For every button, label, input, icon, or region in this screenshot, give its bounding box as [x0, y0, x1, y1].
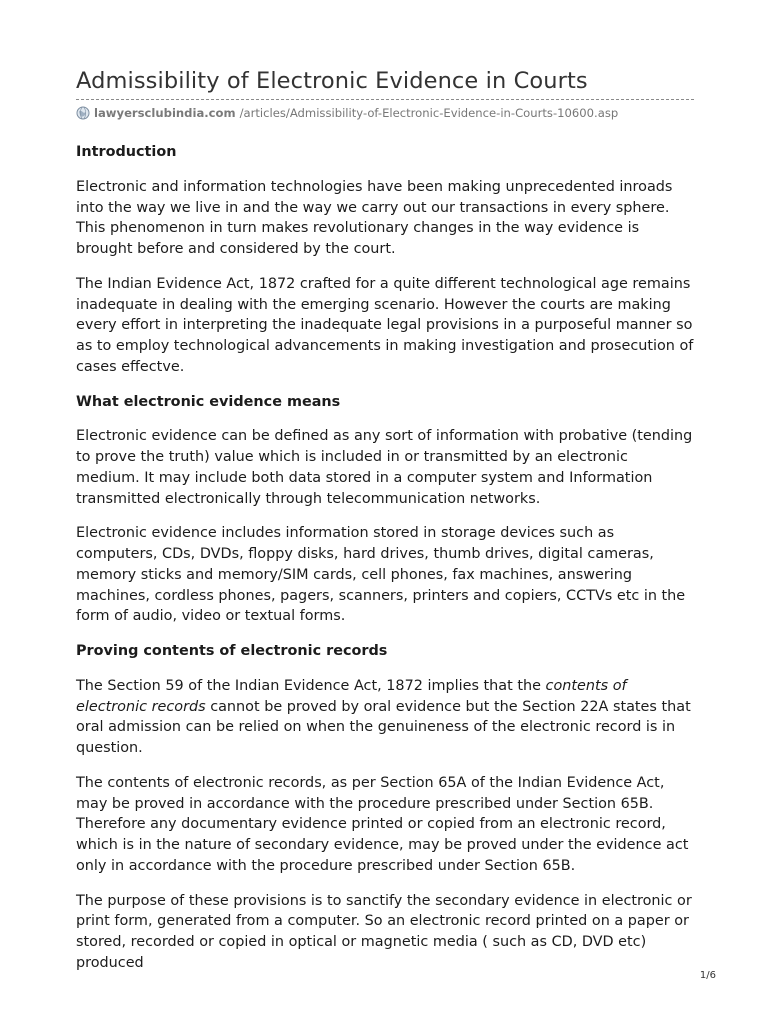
paragraph: Electronic evidence can be defined as any sort of information with probative (tending to prove the truth) value which is included in or transmitted by an electronic medium. It may include both data stored in a computer system and Information transmitted electronically through telecommunication networks. [76, 428, 693, 507]
paragraph: The contents of electronic records, as per Section 65A of the Indian Evidence Act, may be proved in accordance with the procedure prescribed under Section 65B. Therefore any documentary evidence printed or copied from an electronic record, which is in the nature of secondary evidence, may be proved under the evidence act only in accordance with the procedure prescribed under Section 65B. [76, 775, 689, 874]
paragraph: The Indian Evidence Act, 1872 crafted for a quite different technological age remains inadequate in dealing with the emerging scenario. However the courts are making every effort in interpreting the inadequate legal provisions in a purposeful manner so as to employ technological advancements in making investigation and prosecution of cases effectve. [76, 275, 694, 375]
paragraph: The purpose of these provisions is to sanctify the secondary evidence in electronic or print form, generated from a computer. So an electronic record printed on a paper or stored, recorded or copied in optical or magnetic media ( such as CD, DVD etc) produced [76, 892, 692, 971]
source-link[interactable] [76, 105, 618, 121]
page-number: 1/6 [699, 970, 716, 981]
paragraph: Electronic and information technologies have been making unprecedented inroads into the way we live in and the way we carry out our transactions in every sphere. This phenomenon in turn makes revolutionary changes in the way evidence is brought before and considered by the court. [76, 178, 673, 257]
section-heading-introduction: Introduction [76, 144, 177, 160]
source-path[interactable]: /articles/Admissibility-of-Electronic-Evidence-in-Courts-10600.asp [239, 106, 619, 120]
paragraph [76, 676, 694, 759]
section-heading-proving-contents: Proving contents of electronic records [76, 643, 388, 660]
article-body [76, 142, 694, 988]
section-heading-what-electronic-evidence-means: What electronic evidence means [76, 393, 341, 410]
paragraph-text: The Section 59 of the Indian Evidence Act, 1872 implies that the [76, 678, 546, 695]
emphasized-text: contents of electronic records [76, 678, 627, 715]
paragraph: Electronic evidence includes information stored in storage devices such as computers, CDs, DVDs, floppy disks, hard drives, thumb drives, digital cameras, memory sticks and memory/SIM cards, cell phones, fax machines, answering machines, cordless phones, pagers, scanners, printers and copiers, CCTVs etc in the form of audio, video or textual forms. [76, 525, 686, 625]
page-title: Admissibility of Electronic Evidence in Courts [76, 68, 588, 94]
title-divider [76, 99, 694, 100]
paragraph-text: cannot be proved by oral evidence but the Section 22A states that oral admission can be relied on when the genuineness of the electronic record is in question. [76, 698, 691, 757]
source-domain[interactable]: lawyersclubindia.com [94, 106, 236, 120]
globe-icon [76, 106, 90, 120]
